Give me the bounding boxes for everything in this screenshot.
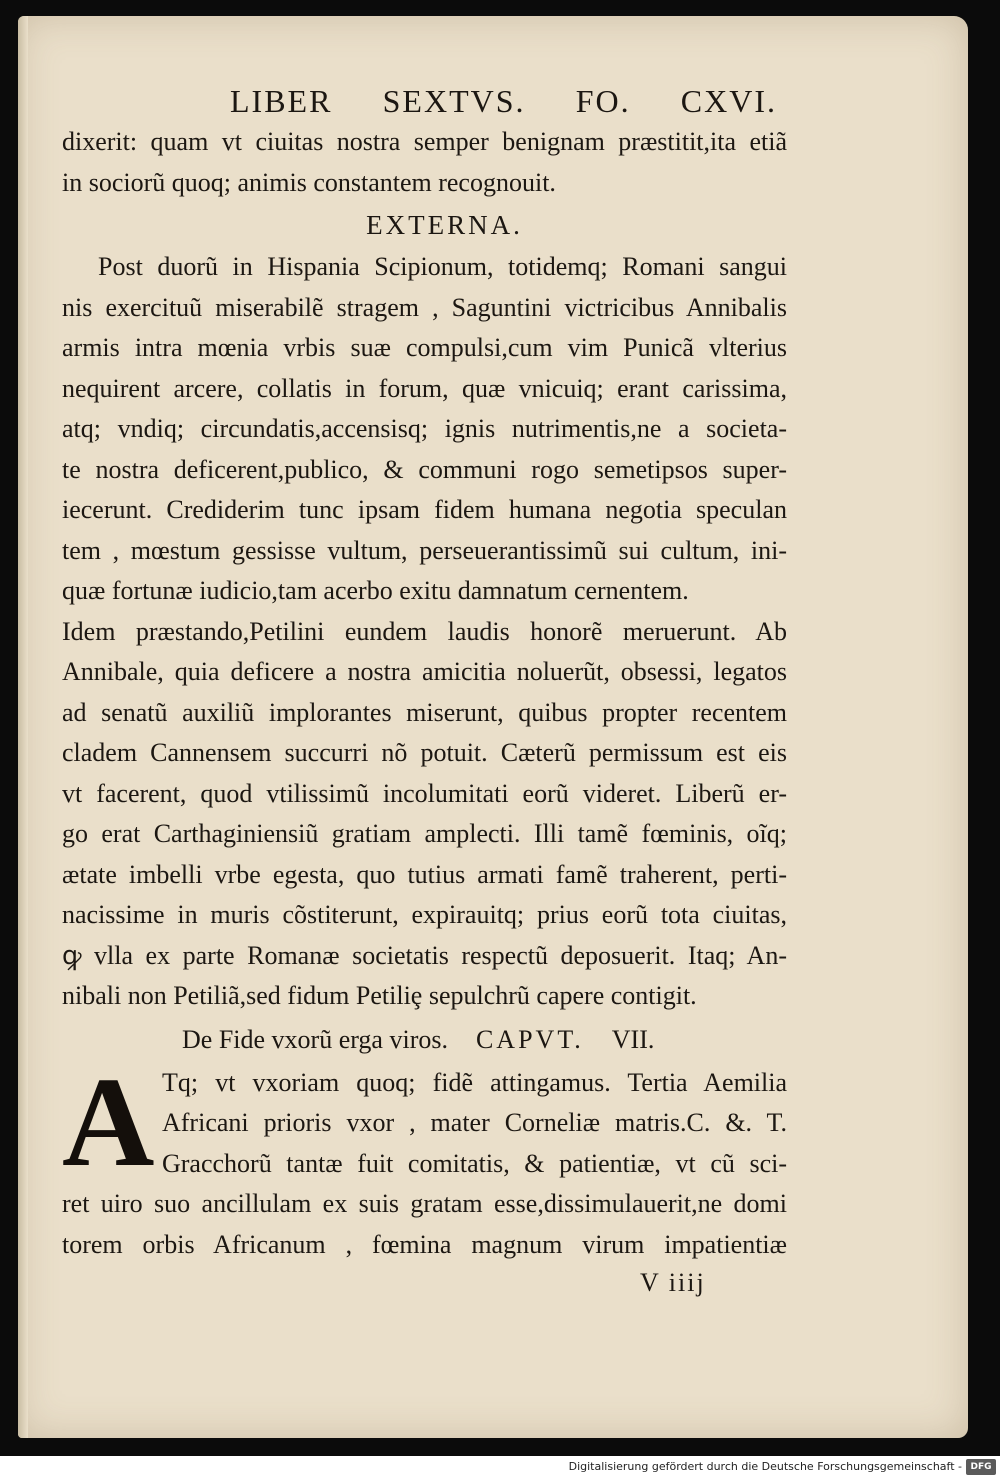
- section-heading: EXTERNA.: [366, 210, 523, 240]
- signature-mark: V iiij: [640, 1268, 706, 1297]
- text-line: in sociorũ quoq; animis constantem recognouit.: [62, 167, 556, 197]
- text-line: dixerit: quam vt ciuitas nostra semper benignam præstitit,ita etiã: [62, 127, 787, 156]
- chapter-caput-label: CAPVT.: [475, 1024, 584, 1054]
- drop-cap-initial: A: [62, 1050, 155, 1193]
- folio-number: CXVI.: [680, 83, 777, 119]
- text-line: ꝙ vlla ex parte Romanæ societatis respectũ deposuerit. Itaq; An-: [62, 940, 787, 970]
- text-line: Idem præstando,Petilini eundem laudis honorẽ meruerunt. Ab: [62, 616, 787, 646]
- digitization-credit: Digitalisierung gefördert durch die Deutsche Forschungsgemeinschaft -: [568, 1460, 962, 1473]
- text-line: ætate imbelli vrbe egesta, quo tutius armati famẽ traherent, perti-: [62, 859, 787, 889]
- chapter-title: De Fide vxorũ erga viros.: [182, 1024, 448, 1054]
- text-line: go erat Carthaginiensiũ gratiam amplecti. Illi tamẽ fœminis, oĩq;: [62, 819, 787, 848]
- text-line: vt facerent, quod vtilissimũ incolumitati eorũ videret. Liberũ er-: [62, 778, 787, 808]
- text-line: torem orbis Africanum , fœmina magnum virum impatientiæ: [62, 1229, 787, 1259]
- running-head-sextus: SEXTVS.: [382, 83, 526, 119]
- page-gutter: [18, 16, 28, 1438]
- text-line: ad senatũ auxiliũ implorantes miserunt, quibus propter recentem: [62, 697, 787, 727]
- running-head-fo: FO.: [575, 83, 631, 119]
- text-line: Annibale, quia deficere a nostra amicitia noluerũt, obsessi, legatos: [62, 657, 787, 686]
- text-line: nis exercituũ miserabilẽ stragem , Saguntini victricibus Annibalis: [62, 292, 787, 322]
- text-line: Tq; vt vxoriam quoq; fidẽ attingamus. Tertia Aemilia: [162, 1067, 787, 1097]
- footer-bar: [0, 1456, 1000, 1479]
- initial-paragraph: [62, 1050, 787, 1266]
- text-line: quæ fortunæ iudicio,tam acerbo exitu damnatum cernentem.: [62, 576, 689, 605]
- text-block: [62, 80, 787, 1265]
- text-line: nacissime in muris cõstiterunt, expirauitq; prius eorũ tota ciuitas,: [62, 900, 787, 929]
- text-line: Africani prioris vxor , mater Corneliæ matris.C. &. T.: [162, 1108, 787, 1137]
- text-line: iecerunt. Crediderim tunc ipsam fidem humana negotia speculan: [62, 495, 787, 524]
- running-head-liber: LIBER: [230, 83, 333, 119]
- text-line: nibali non Petiliã,sed fidum Petiliȩ sepulchrũ capere contigit.: [62, 981, 697, 1010]
- text-line: Post duorũ in Hispania Scipionum, totidemq; Romani sangui: [98, 252, 787, 281]
- dfg-logo: DFG: [966, 1459, 996, 1475]
- text-line: cladem Cannensem succurri nõ potuit. Cæterũ permissum est eis: [62, 738, 787, 767]
- chapter-heading: [62, 1017, 787, 1063]
- text-line: tem , mœstum gessisse vultum, perseuerantissimũ sui cultum, ini-: [62, 535, 787, 565]
- text-line: nequirent arcere, collatis in forum, quæ vnicuiq; erant carissima,: [62, 373, 787, 403]
- running-head: [62, 80, 787, 122]
- text-line: ret uiro suo ancillulam ex suis gratam esse,dissimulauerit,ne domi: [62, 1189, 787, 1218]
- text-line: te nostra deficerent,publico, & communi rogo semetipsos super-: [62, 454, 787, 484]
- text-line: Gracchorũ tantæ fuit comitatis, & patientiæ, vt cũ sci-: [162, 1148, 787, 1178]
- text-line: armis intra mœnia vrbis suæ compulsi,cum vim Punicã vlterius: [62, 333, 787, 362]
- text-line: atq; vndiq; circundatis,accensisq; ignis nutrimentis,ne a societa-: [62, 414, 787, 443]
- chapter-number: VII.: [611, 1024, 655, 1054]
